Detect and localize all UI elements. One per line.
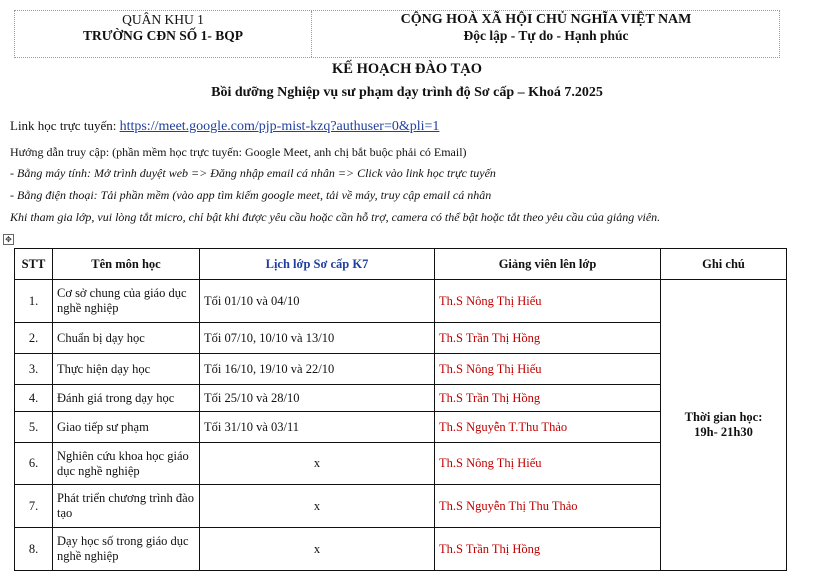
national-title: CỘNG HOÀ XÃ HỘI CHỦ NGHĨA VIỆT NAM [400,12,692,27]
row-schedule: x [200,443,435,485]
row-teacher: Th.S Nông Thị Hiếu [435,443,661,485]
row-teacher: Th.S Trần Thị Hồng [435,385,661,412]
move-handle-icon[interactable]: ✥ [3,234,14,245]
row-teacher: Th.S Nông Thị Hiếu [435,280,661,323]
header-stt: STT [15,249,53,280]
header-subject: Tên môn học [53,249,200,280]
row-subject: Đánh giá trong dạy học [53,385,200,412]
row-schedule: Tối 01/10 và 04/10 [200,280,435,323]
row-stt: 6. [15,443,53,485]
study-time-label: Thời gian học: [684,410,763,424]
row-stt: 2. [15,323,53,354]
table-row [15,280,787,323]
computer-instructions: - Bằng máy tính: Mở trình duyệt web => Đăng nhập email cá nhân => Click vào link học trực tuyến [10,166,496,180]
row-schedule: Tối 25/10 và 28/10 [200,385,435,412]
meet-link[interactable]: https://meet.google.com/pjp-mist-kzq?authuser=0&pli=1 [119,119,440,134]
link-label: Link học trực tuyến: [10,118,120,133]
row-subject: Giao tiếp sư phạm [53,412,200,443]
row-teacher: Th.S Trần Thị Hồng [435,528,661,571]
row-stt: 1. [15,280,53,323]
school-name: TRƯỜNG CĐN SỐ 1- BQP [82,28,243,43]
phone-instructions: - Bằng điện thoại: Tải phần mềm (vào app tìm kiếm google meet, tải về máy, truy cập email cá nhân [10,188,492,202]
row-stt: 7. [15,485,53,528]
row-teacher: Th.S Nguyễn T.Thu Thảo [435,412,661,443]
row-schedule: x [200,528,435,571]
header-note: Ghi chú [661,249,787,280]
header-box [14,10,780,58]
row-subject: Cơ sở chung của giáo dục nghề nghiệp [53,280,200,323]
header-schedule: Lịch lớp Sơ cấp K7 [200,249,435,280]
header-teacher: Giảng viên lên lớp [435,249,661,280]
row-subject: Phát triển chương trình đào tạo [53,485,200,528]
row-schedule: Tối 31/10 và 03/11 [200,412,435,443]
table-header-row [15,249,787,280]
document-subtitle: Bồi dưỡng Nghiệp vụ sư phạm dạy trình độ Sơ cấp – Khoá 7.2025 [211,85,603,100]
row-subject: Nghiên cứu khoa học giáo dục nghề nghiệp [53,443,200,485]
row-stt: 8. [15,528,53,571]
document-title: KẾ HOẠCH ĐÀO TẠO [332,61,482,77]
access-guide: Hướng dẫn truy cập: (phần mềm học trực tuyến: Google Meet, anh chị bắt buộc phải có Email) [10,145,467,159]
military-region: QUÂN KHU 1 [122,12,204,27]
national-motto: Độc lập - Tự do - Hạnh phúc [463,28,629,43]
row-stt: 3. [15,354,53,385]
row-teacher: Th.S Nông Thị Hiếu [435,354,661,385]
study-time-value: 19h- 21h30 [694,425,753,439]
row-subject: Chuẩn bị dạy học [53,323,200,354]
class-rules: Khi tham gia lớp, vui lòng tắt micro, chỉ bật khi được yêu cầu hoặc cần hỗ trợ, camera có thể bật hoặc tắt theo yêu cầu của giảng viên. [10,210,661,224]
row-teacher: Th.S Trần Thị Hồng [435,323,661,354]
link-line [10,118,439,135]
row-subject: Dạy học số trong giáo dục nghề nghiệp [53,528,200,571]
row-subject: Thực hiện dạy học [53,354,200,385]
row-schedule: Tối 16/10, 19/10 và 22/10 [200,354,435,385]
row-stt: 5. [15,412,53,443]
row-stt: 4. [15,385,53,412]
study-time-note [661,280,787,571]
schedule-table [14,248,787,571]
row-schedule: Tối 07/10, 10/10 và 13/10 [200,323,435,354]
row-schedule: x [200,485,435,528]
row-teacher: Th.S Nguyễn Thị Thu Thảo [435,485,661,528]
